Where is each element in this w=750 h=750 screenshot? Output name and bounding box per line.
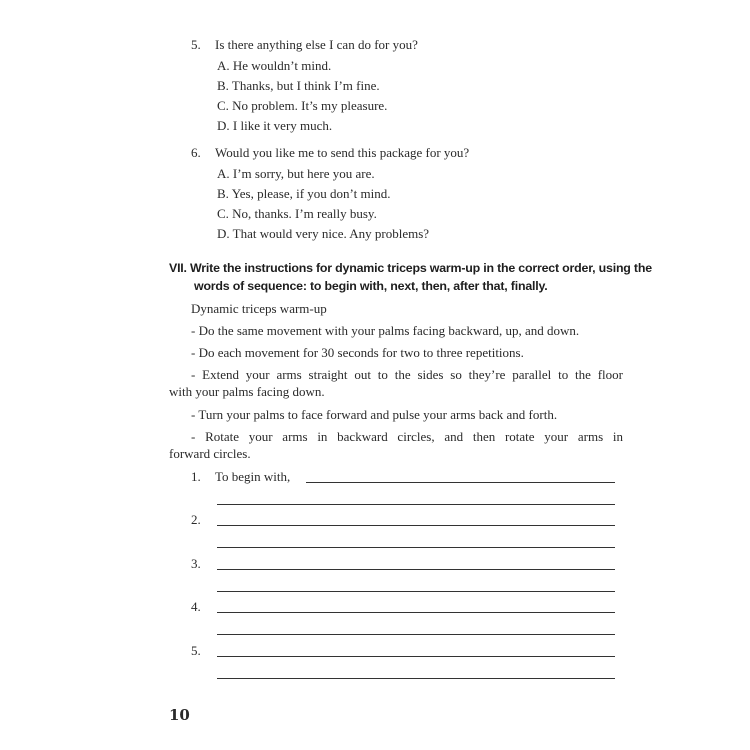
step-extend-arms: - Extend your arms straight out to the sides so they’re parallel to the floor — [191, 367, 623, 382]
answer-number: 4. — [191, 599, 201, 614]
answer-number: 2. — [191, 512, 201, 527]
option-c: C. No problem. It’s my pleasure. — [217, 98, 388, 113]
option-a: A. He wouldn’t mind. — [217, 58, 332, 73]
answer-line[interactable] — [217, 656, 615, 657]
page-number: 10 — [169, 706, 190, 724]
section-heading-line1: VII. Write the instructions for dynamic triceps warm-up in the correct order, using the — [169, 261, 652, 275]
answer-line[interactable] — [217, 612, 615, 613]
step-extend-arms-cont: with your palms facing down. — [169, 384, 325, 399]
answer-line[interactable] — [217, 504, 615, 505]
answer-prefix: To begin with, — [215, 469, 291, 484]
step-same-movement: - Do the same movement with your palms facing backward, up, and down. — [191, 323, 580, 338]
section-heading-line2: words of sequence: to begin with, next, then, after that, finally. — [194, 279, 548, 293]
question-text: Would you like me to send this package for you? — [215, 145, 470, 160]
step-each-movement: - Do each movement for 30 seconds for two to three repetitions. — [191, 345, 524, 360]
answer-line[interactable] — [217, 591, 615, 592]
answer-number: 1. — [191, 469, 201, 484]
answer-line[interactable] — [217, 569, 615, 570]
step-rotate-arms-cont: forward circles. — [169, 446, 251, 461]
answer-number: 5. — [191, 643, 201, 658]
answer-line[interactable] — [217, 678, 615, 679]
answer-number: 3. — [191, 556, 201, 571]
question-number: 6. — [191, 145, 201, 160]
question-number: 5. — [191, 37, 201, 52]
option-c: C. No, thanks. I’m really busy. — [217, 206, 377, 221]
question-text: Is there anything else I can do for you? — [215, 37, 418, 52]
option-b: B. Yes, please, if you don’t mind. — [217, 186, 391, 201]
step-rotate-arms: - Rotate your arms in backward circles, and then rotate your arms in — [191, 429, 623, 444]
exercise-subtitle: Dynamic triceps warm-up — [191, 301, 327, 316]
option-d: D. That would very nice. Any problems? — [217, 226, 430, 241]
option-a: A. I’m sorry, but here you are. — [217, 166, 375, 181]
step-turn-palms: - Turn your palms to face forward and pulse your arms back and forth. — [191, 407, 558, 422]
answer-line[interactable] — [306, 482, 615, 483]
answer-line[interactable] — [217, 525, 615, 526]
option-b: B. Thanks, but I think I’m fine. — [217, 78, 380, 93]
answer-line[interactable] — [217, 634, 615, 635]
option-d: D. I like it very much. — [217, 118, 333, 133]
answer-line[interactable] — [217, 547, 615, 548]
